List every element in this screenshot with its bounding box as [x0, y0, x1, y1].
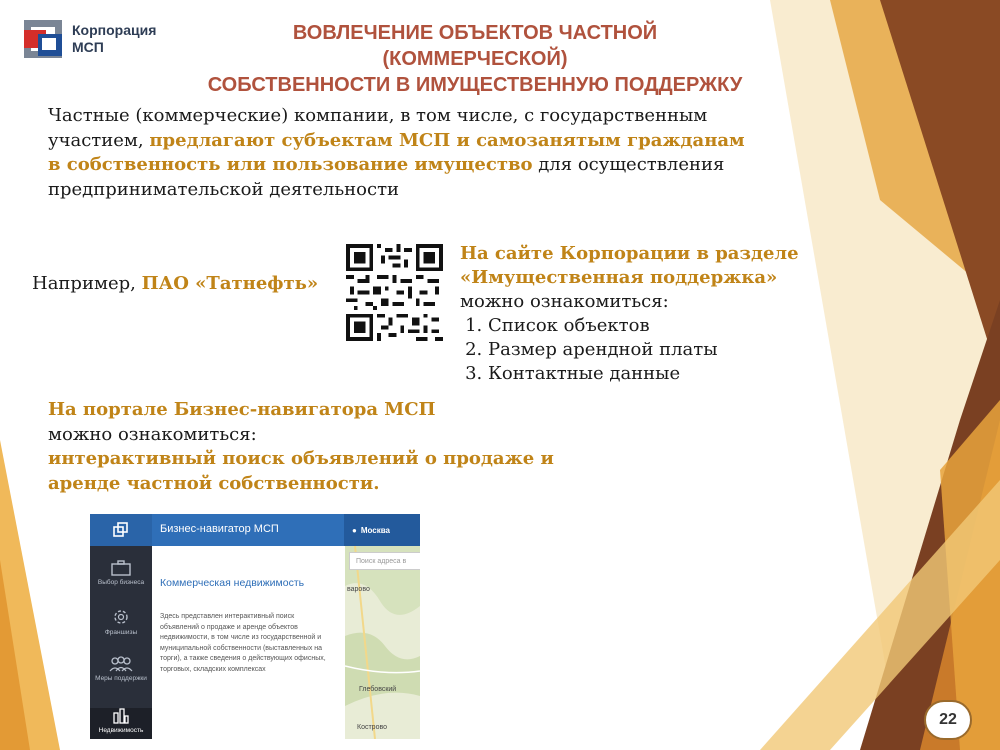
- briefcase-icon: [111, 560, 131, 576]
- app-sidebar: [90, 546, 152, 739]
- site-block-line-2: «Имущественная поддержка»: [460, 267, 778, 288]
- sidebar-item-business[interactable]: [90, 560, 152, 600]
- location-label: Москва: [360, 525, 391, 535]
- slide-title: [200, 20, 750, 98]
- real-estate-panel: [152, 546, 345, 739]
- example-prefix: Например,: [32, 273, 142, 294]
- list-item: 2. Размер арендной платы: [488, 338, 840, 362]
- site-info-block: [460, 242, 840, 386]
- sidebar-item-label: Франшизы: [104, 629, 138, 636]
- gear-icon: [112, 608, 130, 626]
- map-terrain: [345, 546, 420, 739]
- site-block-line-3: можно ознакомиться:: [460, 291, 669, 312]
- site-block-line-1: На сайте Корпорации в разделе: [460, 243, 799, 264]
- korporaciya-msp-logo: [22, 18, 156, 60]
- people-icon: [109, 656, 133, 672]
- location-selector[interactable]: [344, 514, 420, 546]
- example-line: [32, 273, 318, 294]
- panel-description: Здесь представлен интерактивный поиск объявлений о продаже и аренде объектов недвижимости, в том числе из государственной и муниципальной собственности (выставленных на торги), а также сведения о действующих офисных, торговых, складских комплексах: [160, 613, 326, 673]
- portal-block-line-1: На портале Бизнес-навигатора МСП: [48, 399, 436, 420]
- sidebar-item-label: Выбор бизнеса: [97, 579, 145, 586]
- panel-heading: Коммерческая недвижимость: [160, 577, 305, 589]
- example-company: ПАО «Татнефть»: [141, 273, 319, 294]
- logo-line-1: Корпорация: [72, 22, 157, 38]
- slide-title-line-2: СОБСТВЕННОСТИ В ИМУЩЕСТВЕННУЮ ПОДДЕРЖКУ: [207, 74, 743, 96]
- app-menu-icon[interactable]: [90, 514, 152, 546]
- list-item: 1. Список объектов: [488, 314, 840, 338]
- qr-code-icon[interactable]: [346, 244, 443, 341]
- portal-block-line-2: можно ознакомиться:: [48, 423, 257, 445]
- sidebar-item-support[interactable]: [90, 656, 152, 704]
- intro-text-start: Частные (коммерческие) компании, в том числе, с государственным участием,: [48, 105, 708, 151]
- map-label: Глебовский: [359, 686, 397, 693]
- intro-text-end: для осуществления предпринимательской деятельности: [48, 154, 725, 200]
- page-number: 22: [924, 700, 972, 740]
- sidebar-item-franchises[interactable]: [90, 608, 152, 648]
- portal-block-line-3: интерактивный поиск объявлений о продаже и аренде частной собственности.: [48, 448, 554, 494]
- map-view[interactable]: [345, 546, 420, 739]
- location-pin-icon: ●: [352, 525, 357, 535]
- portal-info-block: [48, 398, 568, 496]
- map-label: Кострово: [357, 724, 387, 731]
- sidebar-item-label: Недвижимость: [98, 727, 144, 734]
- intro-highlight: предлагают субъектам МСП и самозанятым гражданам в собственность или пользование имущество: [48, 129, 745, 175]
- app-title: Бизнес-навигатор МСП: [160, 523, 279, 535]
- sidebar-item-label: Меры поддержки: [95, 675, 147, 682]
- list-item: 3. Контактные данные: [488, 362, 840, 386]
- logo-emblem-icon: [22, 18, 64, 60]
- slide-title-line-1: ВОВЛЕЧЕНИЕ ОБЪЕКТОВ ЧАСТНОЙ (КОММЕРЧЕСКОЙ): [292, 22, 658, 70]
- buildings-icon: [112, 708, 130, 724]
- map-label: варово: [347, 586, 370, 593]
- business-navigator-screenshot: [90, 514, 420, 739]
- site-block-list: [460, 314, 840, 386]
- sidebar-item-real-estate[interactable]: [90, 708, 152, 739]
- intro-paragraph: [48, 104, 748, 202]
- logo-line-2: МСП: [72, 39, 104, 55]
- map-search-input[interactable]: Поиск адреса в: [349, 552, 420, 570]
